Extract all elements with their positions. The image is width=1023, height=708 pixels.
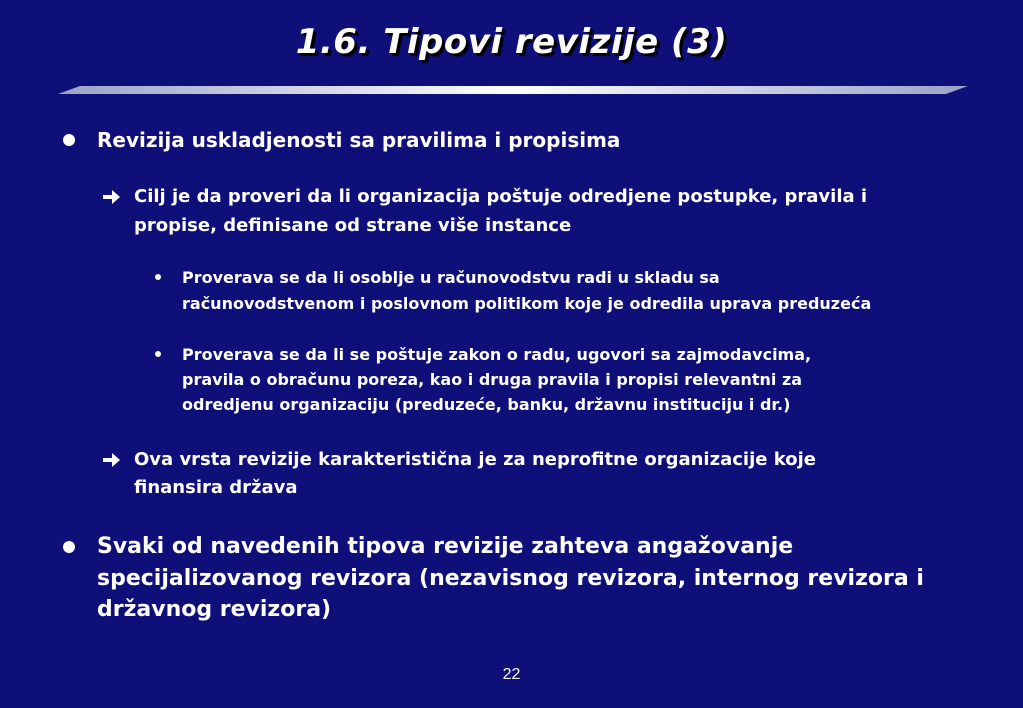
small-bullet-icon: [155, 274, 161, 280]
bullet-icon: [63, 541, 75, 553]
sub1-line1: Cilj je da proveri da li organizacija poštuje odredjene postupke, pravila i: [134, 186, 868, 207]
slide-title: 1.6. Tipovi revizije (3): [295, 22, 728, 62]
bullet1-text: Revizija uskladjenosti sa pravilima i propisima: [97, 128, 621, 152]
page-number: 22: [502, 666, 521, 683]
item2-line3: odredjenu organizaciju (preduzeće, banku, državnu instituciju i dr.): [182, 395, 791, 414]
item2-line2: pravila o obračunu poreza, kao i druga pravila i propisi relevantni za: [182, 370, 803, 389]
sub2-line2: finansira država: [134, 477, 298, 498]
item1-line1: Proverava se da li osoblje u računovodstvu radi u skladu sa: [182, 268, 720, 287]
small-bullet-icon: [155, 351, 161, 357]
arrow-right-icon: [103, 189, 121, 205]
item1-line2: računovodstvenom i poslovnom politikom koje je odredila uprava preduzeća: [182, 294, 872, 313]
bullet-icon: [63, 134, 75, 146]
title-divider: [0, 84, 1023, 98]
arrow-right-icon: [103, 452, 121, 468]
sub1-line2: propise, definisane od strane više instance: [134, 215, 572, 236]
bullet2-line1: Svaki od navedenih tipova revizije zahteva angažovanje: [97, 534, 794, 559]
bullet2-line3: državnog revizora): [97, 597, 332, 622]
bullet2-line2: specijalizovanog revizora (nezavisnog revizora, internog revizora i: [97, 566, 924, 591]
item2-line1: Proverava se da li se poštuje zakon o radu, ugovori sa zajmodavcima,: [182, 345, 812, 364]
sub2-line1: Ova vrsta revizije karakteristična je za neprofitne organizacije koje: [134, 449, 816, 470]
